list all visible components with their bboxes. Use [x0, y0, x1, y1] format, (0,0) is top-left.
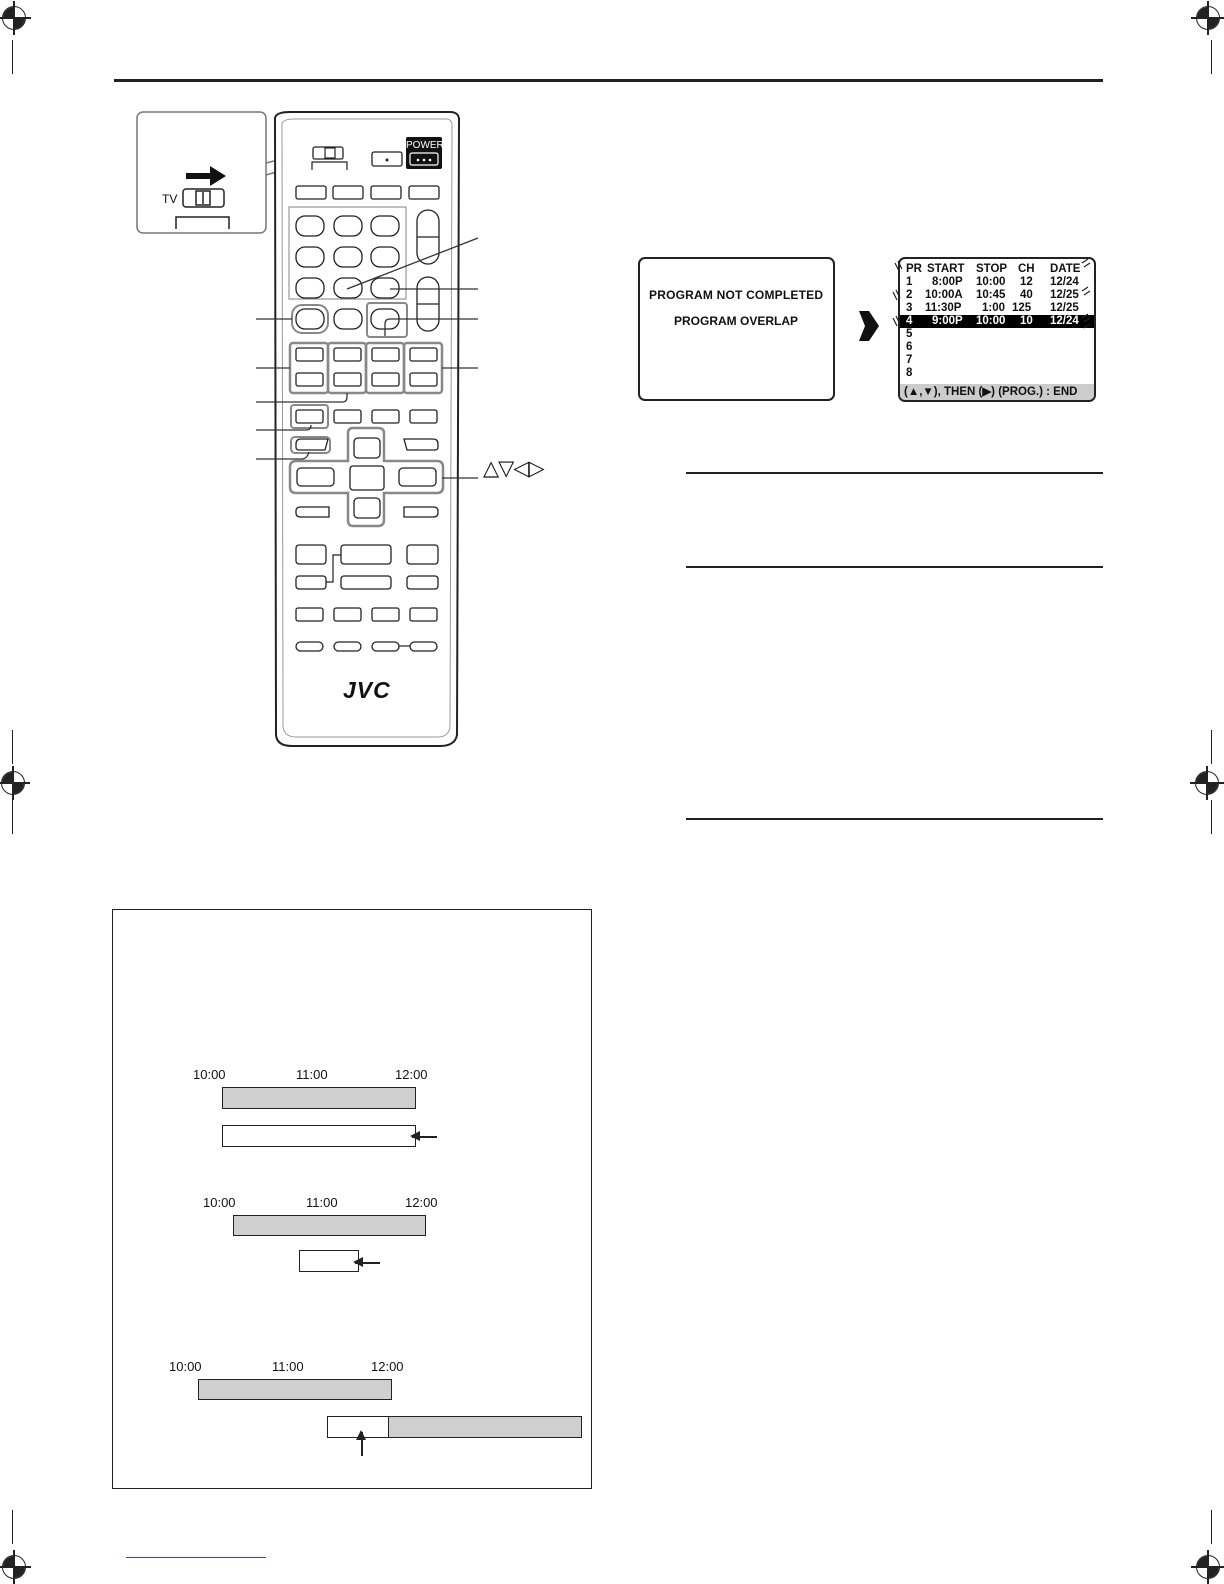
time-label: 10:00	[169, 1359, 202, 1374]
registration-mark-mid-left	[0, 766, 30, 800]
overlap-message: PROGRAM OVERLAP	[674, 314, 799, 328]
tv-switch-label: TV	[162, 192, 178, 206]
registration-mark-top-right	[1191, 1, 1224, 35]
section-rule	[686, 818, 1103, 820]
registration-mark-bottom-right	[1191, 1550, 1224, 1584]
time-label: 11:00	[306, 1195, 338, 1210]
header-rule	[114, 79, 1103, 82]
new-program-bar	[299, 1250, 359, 1272]
time-label: 11:00	[296, 1067, 328, 1082]
new-program-bar-remainder	[388, 1416, 582, 1438]
program-row: 5	[906, 328, 913, 340]
crop-line	[12, 1510, 13, 1544]
power-button[interactable]: POWER	[406, 140, 444, 151]
time-label: 10:00	[193, 1067, 226, 1082]
pointer-arrow-icon	[355, 1262, 380, 1264]
error-message: PROGRAM NOT COMPLETED	[649, 288, 824, 302]
time-label: 11:00	[272, 1359, 304, 1374]
existing-program-bar	[222, 1087, 416, 1109]
program-row: 3 11:30P 1:00 125 12/25	[906, 302, 1079, 314]
program-row: 6	[906, 341, 913, 353]
time-label: 12:00	[371, 1359, 404, 1374]
registration-mark-top-left	[0, 1, 31, 35]
registration-mark-bottom-left	[0, 1550, 31, 1584]
pointer-arrow-icon	[412, 1136, 437, 1138]
time-label: 12:00	[405, 1195, 438, 1210]
program-row: 7	[906, 354, 913, 366]
section-rule	[686, 566, 1103, 568]
footer-link-underline	[126, 1557, 266, 1558]
direction-keys-label: △▽◁▷	[483, 457, 544, 480]
program-list-header: PR START STOP CH DATE	[906, 263, 1081, 275]
crop-line	[12, 800, 13, 834]
program-row-selected: 4 9:00P 10:00 10 12/24	[900, 315, 1094, 328]
pointer-arrow-icon	[361, 1432, 363, 1456]
osd-footer-instructions: (▲,▼), THEN (▶) (PROG.) : END	[900, 384, 1094, 400]
crop-line	[1211, 730, 1212, 764]
overlap-diagram-box	[112, 909, 592, 1489]
brand-logo: JVC	[343, 677, 391, 703]
program-row: 1 8:00P 10:00 12 12/24	[906, 276, 1079, 288]
time-label: 12:00	[395, 1067, 428, 1082]
existing-program-bar	[198, 1379, 392, 1400]
crop-line	[1211, 40, 1212, 74]
program-row: 8	[906, 367, 913, 379]
remote-control-illustration	[130, 105, 590, 755]
crop-line	[1211, 1510, 1212, 1544]
section-rule	[686, 472, 1103, 474]
right-arrow-icon	[857, 305, 881, 347]
crop-line	[12, 730, 13, 764]
new-program-bar	[222, 1125, 416, 1147]
crop-line	[12, 40, 13, 74]
program-row: 2 10:00A 10:45 40 12/25	[906, 289, 1079, 301]
blink-indicator-icon	[889, 258, 1102, 338]
crop-line	[1211, 800, 1212, 834]
time-label: 10:00	[203, 1195, 236, 1210]
osd-program-error-screen	[638, 257, 835, 401]
registration-mark-mid-right	[1190, 766, 1224, 800]
existing-program-bar	[233, 1215, 426, 1236]
